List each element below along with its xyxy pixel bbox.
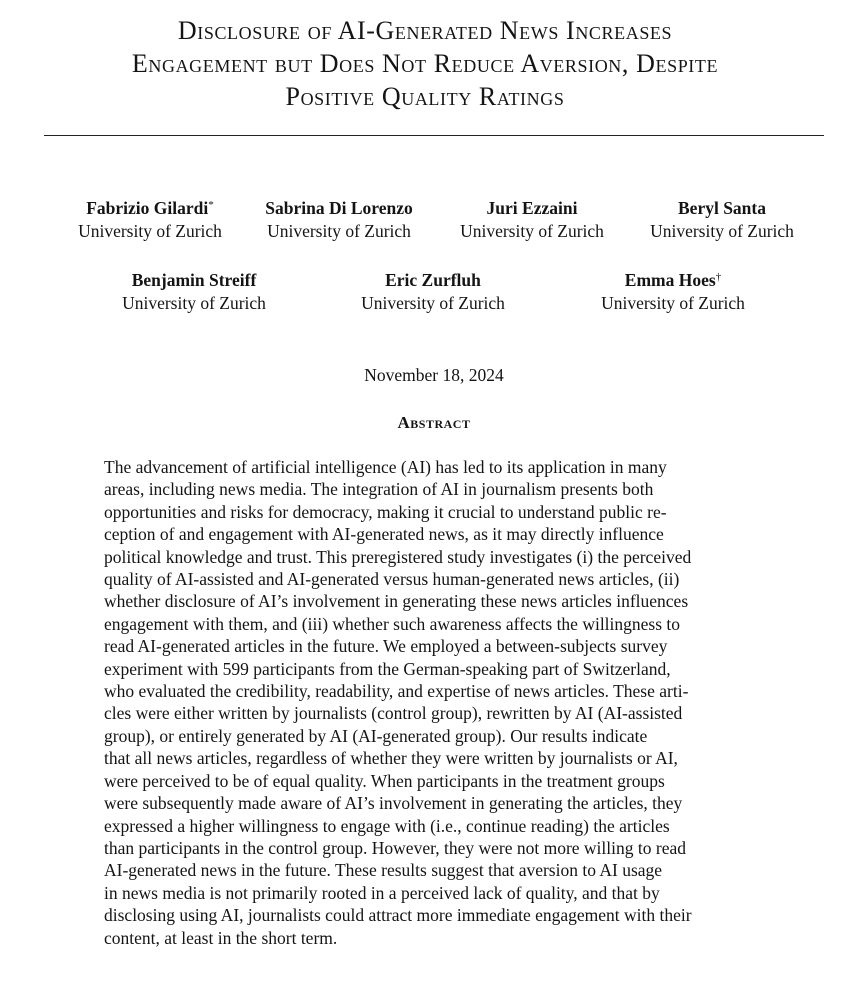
abstract-line: engagement with them, and (iii) whether such awareness affects the willingness to [104,613,681,634]
paper-title [0,14,850,113]
title-line: Positive Quality Ratings [285,82,565,111]
abstract-line: cles were either written by journalists (control group), rewritten by AI (AI-assisted [104,703,683,724]
abstract-line: were subsequently made aware of AI’s involvement in generating the articles, they [104,793,683,814]
author-affiliation: University of Zurich [601,293,745,313]
author-name: Fabrizio Gilardi* [86,198,214,218]
author-block [50,197,250,243]
abstract-line: quality of AI-assisted and AI-generated versus human-generated news articles, (ii) [104,569,680,590]
abstract-line: were perceived to be of equal quality. When participants in the treatment groups [104,770,665,791]
author-block [432,197,632,243]
author-affiliation: University of Zurich [78,221,222,241]
title-divider [44,135,824,136]
abstract-line: expressed a higher willingness to engage with (i.e., continue reading) the articles [104,815,670,836]
abstract-line: who evaluated the credibility, readability, and expertise of news articles. These arti- [104,681,689,702]
author-block [622,197,822,243]
author-block [94,269,294,315]
abstract-line: group), or entirely generated by AI (AI-generated group). Our results indicate [104,725,648,746]
author-footnote-mark: † [715,271,722,283]
author-name: Juri Ezzaini [486,198,578,218]
abstract-line: than participants in the control group. However, they were not more willing to read [104,837,686,858]
author-block [573,269,773,315]
abstract-line: political knowledge and trust. This preregistered study investigates (i) the perceived [104,546,692,567]
abstract-line: areas, including news media. The integration of AI in journalism presents both [104,479,654,500]
abstract-line: content, at least in the short term. [104,927,338,948]
abstract-line: The advancement of artificial intelligence (AI) has led to its application in many [104,457,667,477]
author-affiliation: University of Zurich [267,221,411,241]
abstract-line: in news media is not primarily rooted in a perceived lack of quality, and that by [104,882,660,903]
abstract-body [104,456,784,949]
title-line: Disclosure of AI-Generated News Increases [177,16,673,45]
author-block [239,197,439,243]
author-name: Sabrina Di Lorenzo [265,198,413,218]
abstract-line: that all news articles, regardless of whether they were written by journalists or AI, [104,748,678,769]
author-name: Beryl Santa [678,198,766,218]
author-block [333,269,533,315]
author-name: Eric Zurfluh [385,270,481,290]
author-affiliation: University of Zurich [650,221,794,241]
author-name: Emma Hoes† [624,270,722,290]
abstract-line: whether disclosure of AI’s involvement in generating these news articles influences [104,591,689,612]
author-affiliation: University of Zurich [460,221,604,241]
abstract-line: ception of and engagement with AI-generated news, as it may directly influence [104,524,664,545]
author-footnote-mark: * [208,199,214,211]
author-name: Benjamin Streiff [131,270,257,290]
author-affiliation: University of Zurich [361,293,505,313]
abstract-heading: Abstract [397,413,471,432]
abstract-line: disclosing using AI, journalists could attract more immediate engagement with their [104,905,692,926]
abstract-line: AI-generated news in the future. These results suggest that aversion to AI usage [104,860,663,881]
publication-date: November 18, 2024 [364,365,504,385]
abstract-line: read AI-generated articles in the future. We employed a between-subjects survey [104,636,668,657]
abstract-line: experiment with 599 participants from the German-speaking part of Switzerland, [104,658,671,679]
title-line: Engagement but Does Not Reduce Aversion, Despite [131,49,719,78]
author-affiliation: University of Zurich [122,293,266,313]
abstract-line: opportunities and risks for democracy, making it crucial to understand public re- [104,501,667,522]
